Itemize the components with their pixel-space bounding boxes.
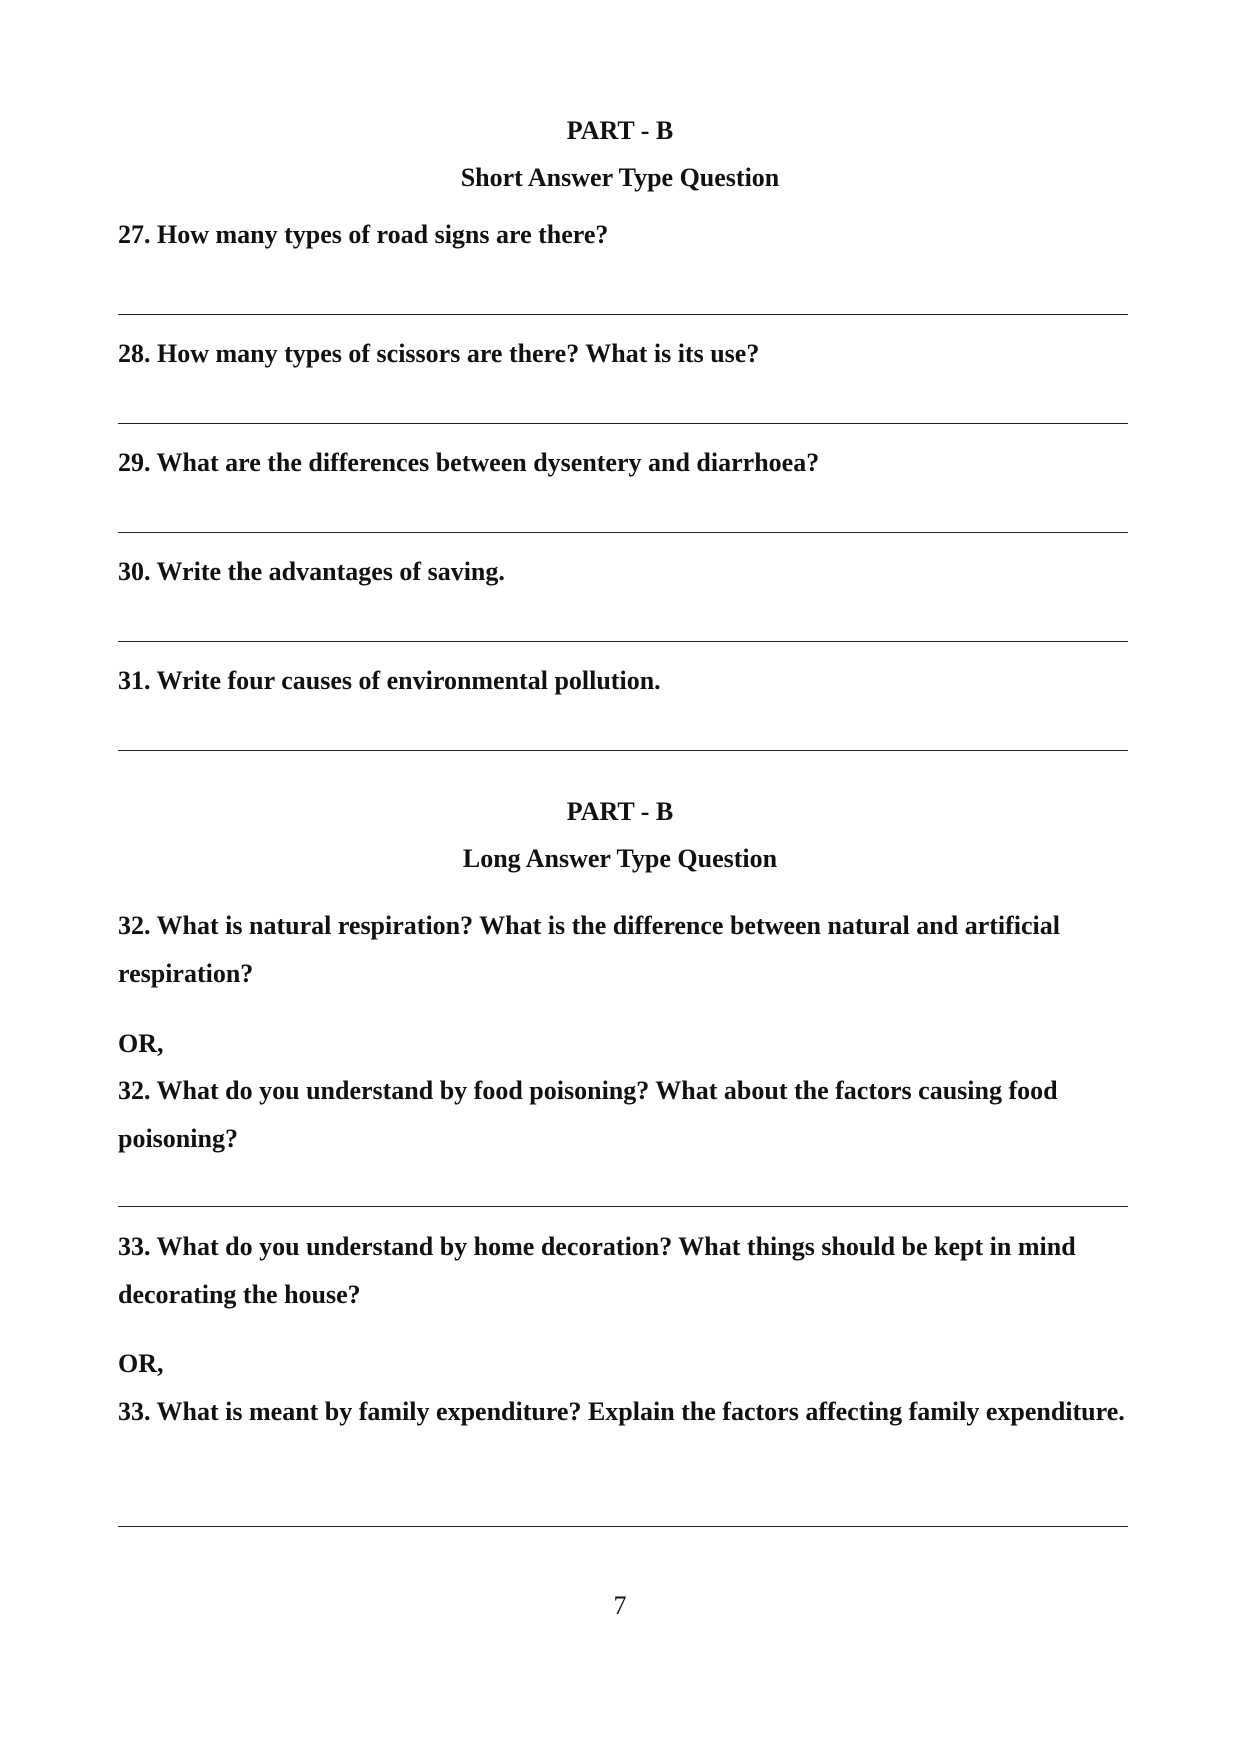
section-title-long: Long Answer Type Question (462, 844, 778, 873)
answer-line-29 (118, 532, 1128, 533)
question-32: 32. What is natural respiration? What is the difference between natural and artificial respiration? (118, 911, 1060, 988)
page-number: 7 (613, 1591, 627, 1620)
part-label-short: PART - B (566, 116, 674, 145)
section-title-short: Short Answer Type Question (460, 163, 780, 192)
answer-line-33 (118, 1526, 1128, 1527)
answer-line-31 (118, 750, 1128, 751)
or-label-33: OR, (118, 1349, 164, 1378)
question-32-alternative: 32. What do you understand by food poisoning? What about the factors causing food poisoning? (118, 1076, 1058, 1153)
question-27: 27. How many types of road signs are there? (118, 220, 609, 249)
answer-line-30 (118, 641, 1128, 642)
question-31: 31. Write four causes of environmental pollution. (118, 666, 661, 695)
answer-line-32 (118, 1206, 1128, 1207)
question-33: 33. What do you understand by home decoration? What things should be kept in mind decorating the house? (118, 1232, 1076, 1309)
answer-line-27 (118, 314, 1128, 315)
part-label-long: PART - B (566, 797, 674, 826)
question-28: 28. How many types of scissors are there? What is its use? (118, 339, 760, 368)
question-33-alternative: 33. What is meant by family expenditure? Explain the factors affecting family expenditure. (118, 1397, 1125, 1426)
question-29: 29. What are the differences between dysentery and diarrhoea? (118, 448, 820, 477)
question-30: 30. Write the advantages of saving. (118, 557, 505, 586)
answer-line-28 (118, 423, 1128, 424)
or-label-32: OR, (118, 1029, 164, 1058)
